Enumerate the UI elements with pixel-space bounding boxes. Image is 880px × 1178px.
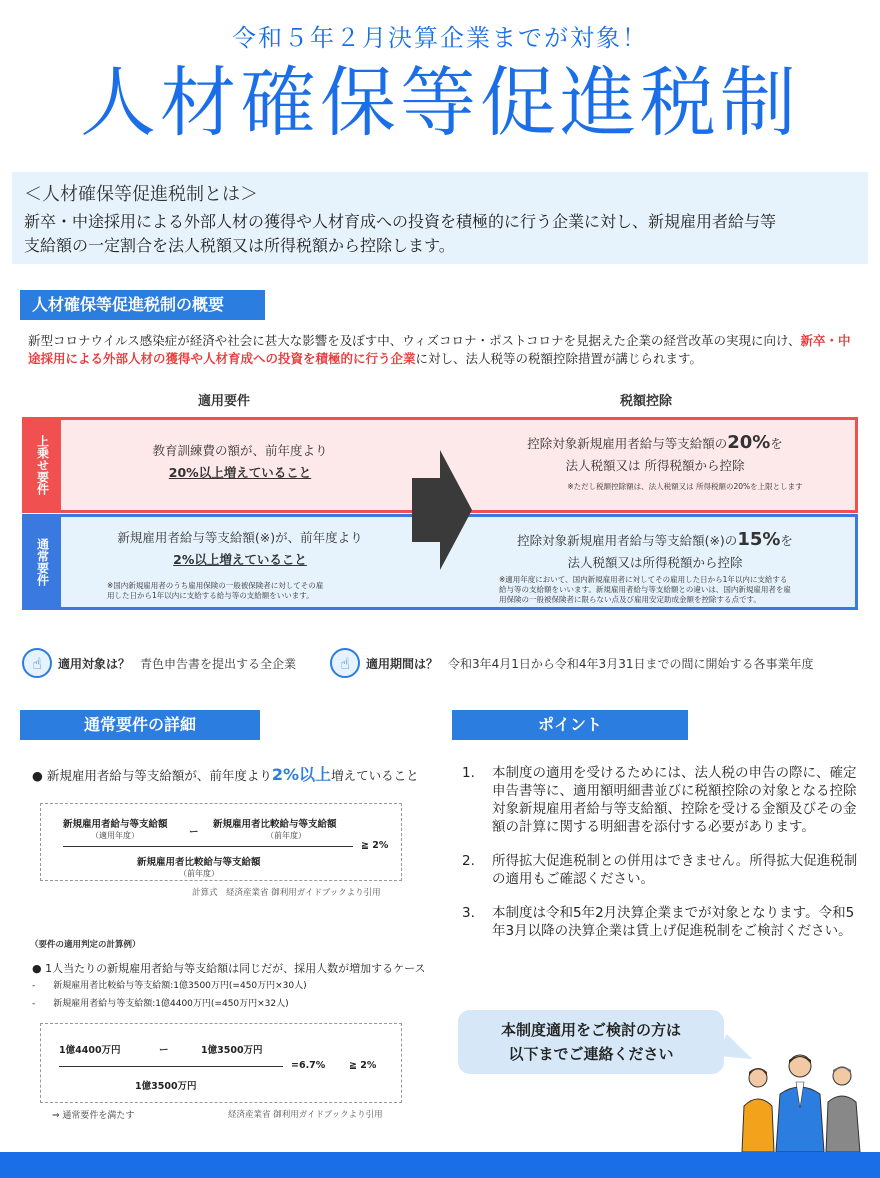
overview-text bbox=[28, 332, 862, 368]
formula-source: 計算式 経済産業省 御利用ガイドブックより引用 bbox=[192, 888, 381, 898]
business-people-illustration bbox=[736, 1048, 866, 1152]
additional-ded-line-1a: 控除対象新規雇用者給与等支給額の bbox=[527, 436, 728, 451]
normal-requirement-label: 通常要件 bbox=[25, 517, 61, 607]
meets-requirement-note: ⇒ 通常要件を満たす bbox=[52, 1111, 135, 1121]
apply-period bbox=[330, 648, 813, 678]
calc-term-1: 1億4400万円 bbox=[59, 1045, 121, 1056]
normal-req-note bbox=[107, 581, 407, 601]
point-text: 本制度の適用を受けるためには、法人税の申告の際に、確定申告書等に、適用額明細書並びに税額控除の対象となる控除対象新規雇用者給与等支給額、控除を受ける金額及びその金額の計算に関する明細書を添付する必要があります。 bbox=[492, 765, 857, 835]
formula-term-2: 新規雇用者比較給与等支給額 bbox=[213, 819, 337, 830]
calc-example-heading: （要件の適用判定の計算例） bbox=[30, 940, 141, 950]
normal-ded-line-2: 法人税額又は所得税額から控除 bbox=[567, 555, 743, 570]
point-text: 本制度は令和5年2月決算企業までが対象となります。令和5年3月以降の決算企業は賃上げ促進税制をご検討ください。 bbox=[492, 905, 855, 939]
additional-req-line-2: 20%以上増えていること bbox=[168, 465, 312, 480]
additional-requirement-text bbox=[75, 440, 405, 484]
calc-formula-box bbox=[40, 1023, 402, 1103]
normal-ded-percent: 15% bbox=[737, 529, 781, 550]
detail-req-a: ● 新規雇用者給与等支給額が、前年度より bbox=[32, 768, 272, 783]
apply-period-value: 令和3年4月1日から令和4年3月31日までの間に開始する各事業年度 bbox=[448, 656, 814, 671]
formula-fraction-line bbox=[63, 846, 353, 847]
detail-req-b: 増えていること bbox=[331, 768, 419, 783]
points-heading: ポイント bbox=[452, 710, 688, 740]
about-line-1: 新卒・中途採用による外部人材の獲得や人材育成への投資を積極的に行う企業に対し、新規雇用者給与等 bbox=[24, 212, 777, 231]
normal-deduction-text bbox=[465, 529, 845, 574]
apply-target-label: 適用対象は？ bbox=[58, 656, 131, 671]
calc-comparison: ≧ 2% bbox=[349, 1060, 377, 1071]
formula-box bbox=[40, 803, 402, 881]
overview-text-a: 新型コロナウイルス感染症が経済や社会に甚大な影響を及ぼす中、ウィズコロナ・ポストコロナを見据えた企業の経営改革の実現に向け、 bbox=[28, 333, 801, 348]
calc-example-item: - 新規雇用者比較給与等支給額:1億3500万円(=450万円×30人) bbox=[32, 981, 307, 991]
arrow-right-icon bbox=[412, 450, 472, 570]
additional-ded-note: ※ただし税額控除額は、法人税額又は 所得税額の20%を上限とします bbox=[567, 482, 803, 491]
column-heading-deduction: 税額控除 bbox=[620, 394, 673, 409]
detail-heading: 通常要件の詳細 bbox=[20, 710, 260, 740]
pointing-hand-icon: ☝ bbox=[22, 648, 52, 678]
point-text: 所得拡大促進税制との併用はできません。所得拡大促進税制の適用もご確認ください。 bbox=[492, 853, 858, 887]
formula-term-1-sub: （適用年度） bbox=[91, 831, 139, 840]
points-list bbox=[462, 764, 862, 956]
formula-denominator: 新規雇用者比較給与等支給額 bbox=[137, 857, 261, 868]
calc-source: 経済産業省 御利用ガイドブックより引用 bbox=[228, 1110, 383, 1120]
normal-ded-note-2: 給与等の支給額をいいます。新規雇用者給与等支給額との違いは、国内新規雇用者を雇 bbox=[499, 585, 791, 594]
calc-result: =6.7% bbox=[291, 1060, 326, 1071]
list-item bbox=[462, 852, 862, 888]
footer-bar bbox=[0, 1152, 880, 1178]
page-subtitle: 令和５年２月決算企業までが対象！ bbox=[232, 24, 648, 52]
normal-ded-note bbox=[499, 575, 849, 605]
normal-ded-line-1a: 控除対象新規雇用者給与等支給額(※)の bbox=[517, 533, 738, 548]
normal-ded-note-3: 用保険の一般被保険者に限らない点及び雇用安定助成金額を控除する点です。 bbox=[499, 595, 761, 604]
normal-ded-note-1: ※適用年度において、国内新規雇用者に対してその雇用した日から1年以内に支給する bbox=[499, 575, 788, 584]
normal-req-note-2: 用した日から1年以内に支給する給与等の支給額をいいます。 bbox=[107, 591, 314, 600]
contact-line-2: 以下までご連絡ください bbox=[508, 1045, 674, 1063]
additional-req-line-1: 教育訓練費の額が、前年度より bbox=[152, 443, 328, 458]
about-heading: ＜人材確保等促進税制とは＞ bbox=[24, 184, 258, 205]
page-title: 人材確保等促進税制 bbox=[80, 58, 800, 147]
contact-line-1: 本制度適用をご検討の方は bbox=[500, 1021, 681, 1039]
calc-denominator: 1億3500万円 bbox=[135, 1081, 197, 1092]
normal-req-note-1: ※国内新規雇用者のうち雇用保険の一般被保険者に対してその雇 bbox=[107, 581, 324, 590]
normal-req-line-1: 新規雇用者給与等支給額(※)が、前年度より bbox=[117, 530, 363, 545]
apply-target-value: 青色申告書を提出する全企業 bbox=[140, 656, 297, 671]
overview-heading: 人材確保等促進税制の概要 bbox=[20, 290, 265, 320]
contact-bubble bbox=[458, 1010, 724, 1074]
normal-requirement-text bbox=[75, 527, 405, 571]
normal-ded-line-1b: を bbox=[780, 533, 793, 548]
additional-deduction-text bbox=[465, 432, 845, 477]
formula-term-2-sub: （前年度） bbox=[266, 831, 306, 840]
calc-minus: ー bbox=[159, 1045, 169, 1056]
apply-period-label: 適用期間は？ bbox=[366, 656, 439, 671]
about-line-2: 支給額の一定割合を法人税額又は所得税額から控除します。 bbox=[24, 236, 455, 255]
formula-comparison: ≧ 2% bbox=[361, 840, 389, 851]
overview-text-highlight: 新卒・中途採用による外部人材の獲得や人材育成への投資を積極的に行う企業 bbox=[28, 333, 851, 366]
calc-example-case: ● 1人当たりの新規雇用者給与等支給額は同じだが、採用人数が増加するケース bbox=[32, 962, 426, 975]
additional-ded-line-1b: を bbox=[770, 436, 783, 451]
additional-requirement-label: 上乗せ要件 bbox=[25, 420, 61, 510]
additional-ded-line-2: 法人税額又は 所得税額から控除 bbox=[565, 458, 745, 473]
about-panel bbox=[12, 172, 868, 264]
calc-fraction-line bbox=[59, 1066, 283, 1067]
normal-req-line-2: 2%以上増えていること bbox=[173, 552, 307, 567]
list-item bbox=[462, 764, 862, 836]
detail-requirement bbox=[32, 762, 419, 785]
point-number: 2. bbox=[462, 853, 475, 869]
formula-denominator-sub: （前年度） bbox=[179, 869, 219, 878]
formula-minus: ー bbox=[189, 827, 199, 838]
point-number: 3. bbox=[462, 905, 475, 921]
calc-example-item: - 新規雇用者給与等支給額:1億4400万円(=450万円×32人) bbox=[32, 999, 289, 1009]
detail-req-percent: 2%以上 bbox=[271, 765, 332, 784]
pointing-hand-icon: ☝ bbox=[330, 648, 360, 678]
calc-term-2: 1億3500万円 bbox=[201, 1045, 263, 1056]
additional-ded-percent: 20% bbox=[727, 432, 771, 453]
formula-term-1: 新規雇用者給与等支給額 bbox=[63, 819, 168, 830]
overview-text-b: に対し、法人税等の税額控除措置が講じられます。 bbox=[415, 351, 703, 366]
column-heading-requirement: 適用要件 bbox=[198, 394, 251, 409]
list-item bbox=[462, 904, 862, 940]
point-number: 1. bbox=[462, 765, 475, 781]
apply-target bbox=[22, 648, 296, 678]
